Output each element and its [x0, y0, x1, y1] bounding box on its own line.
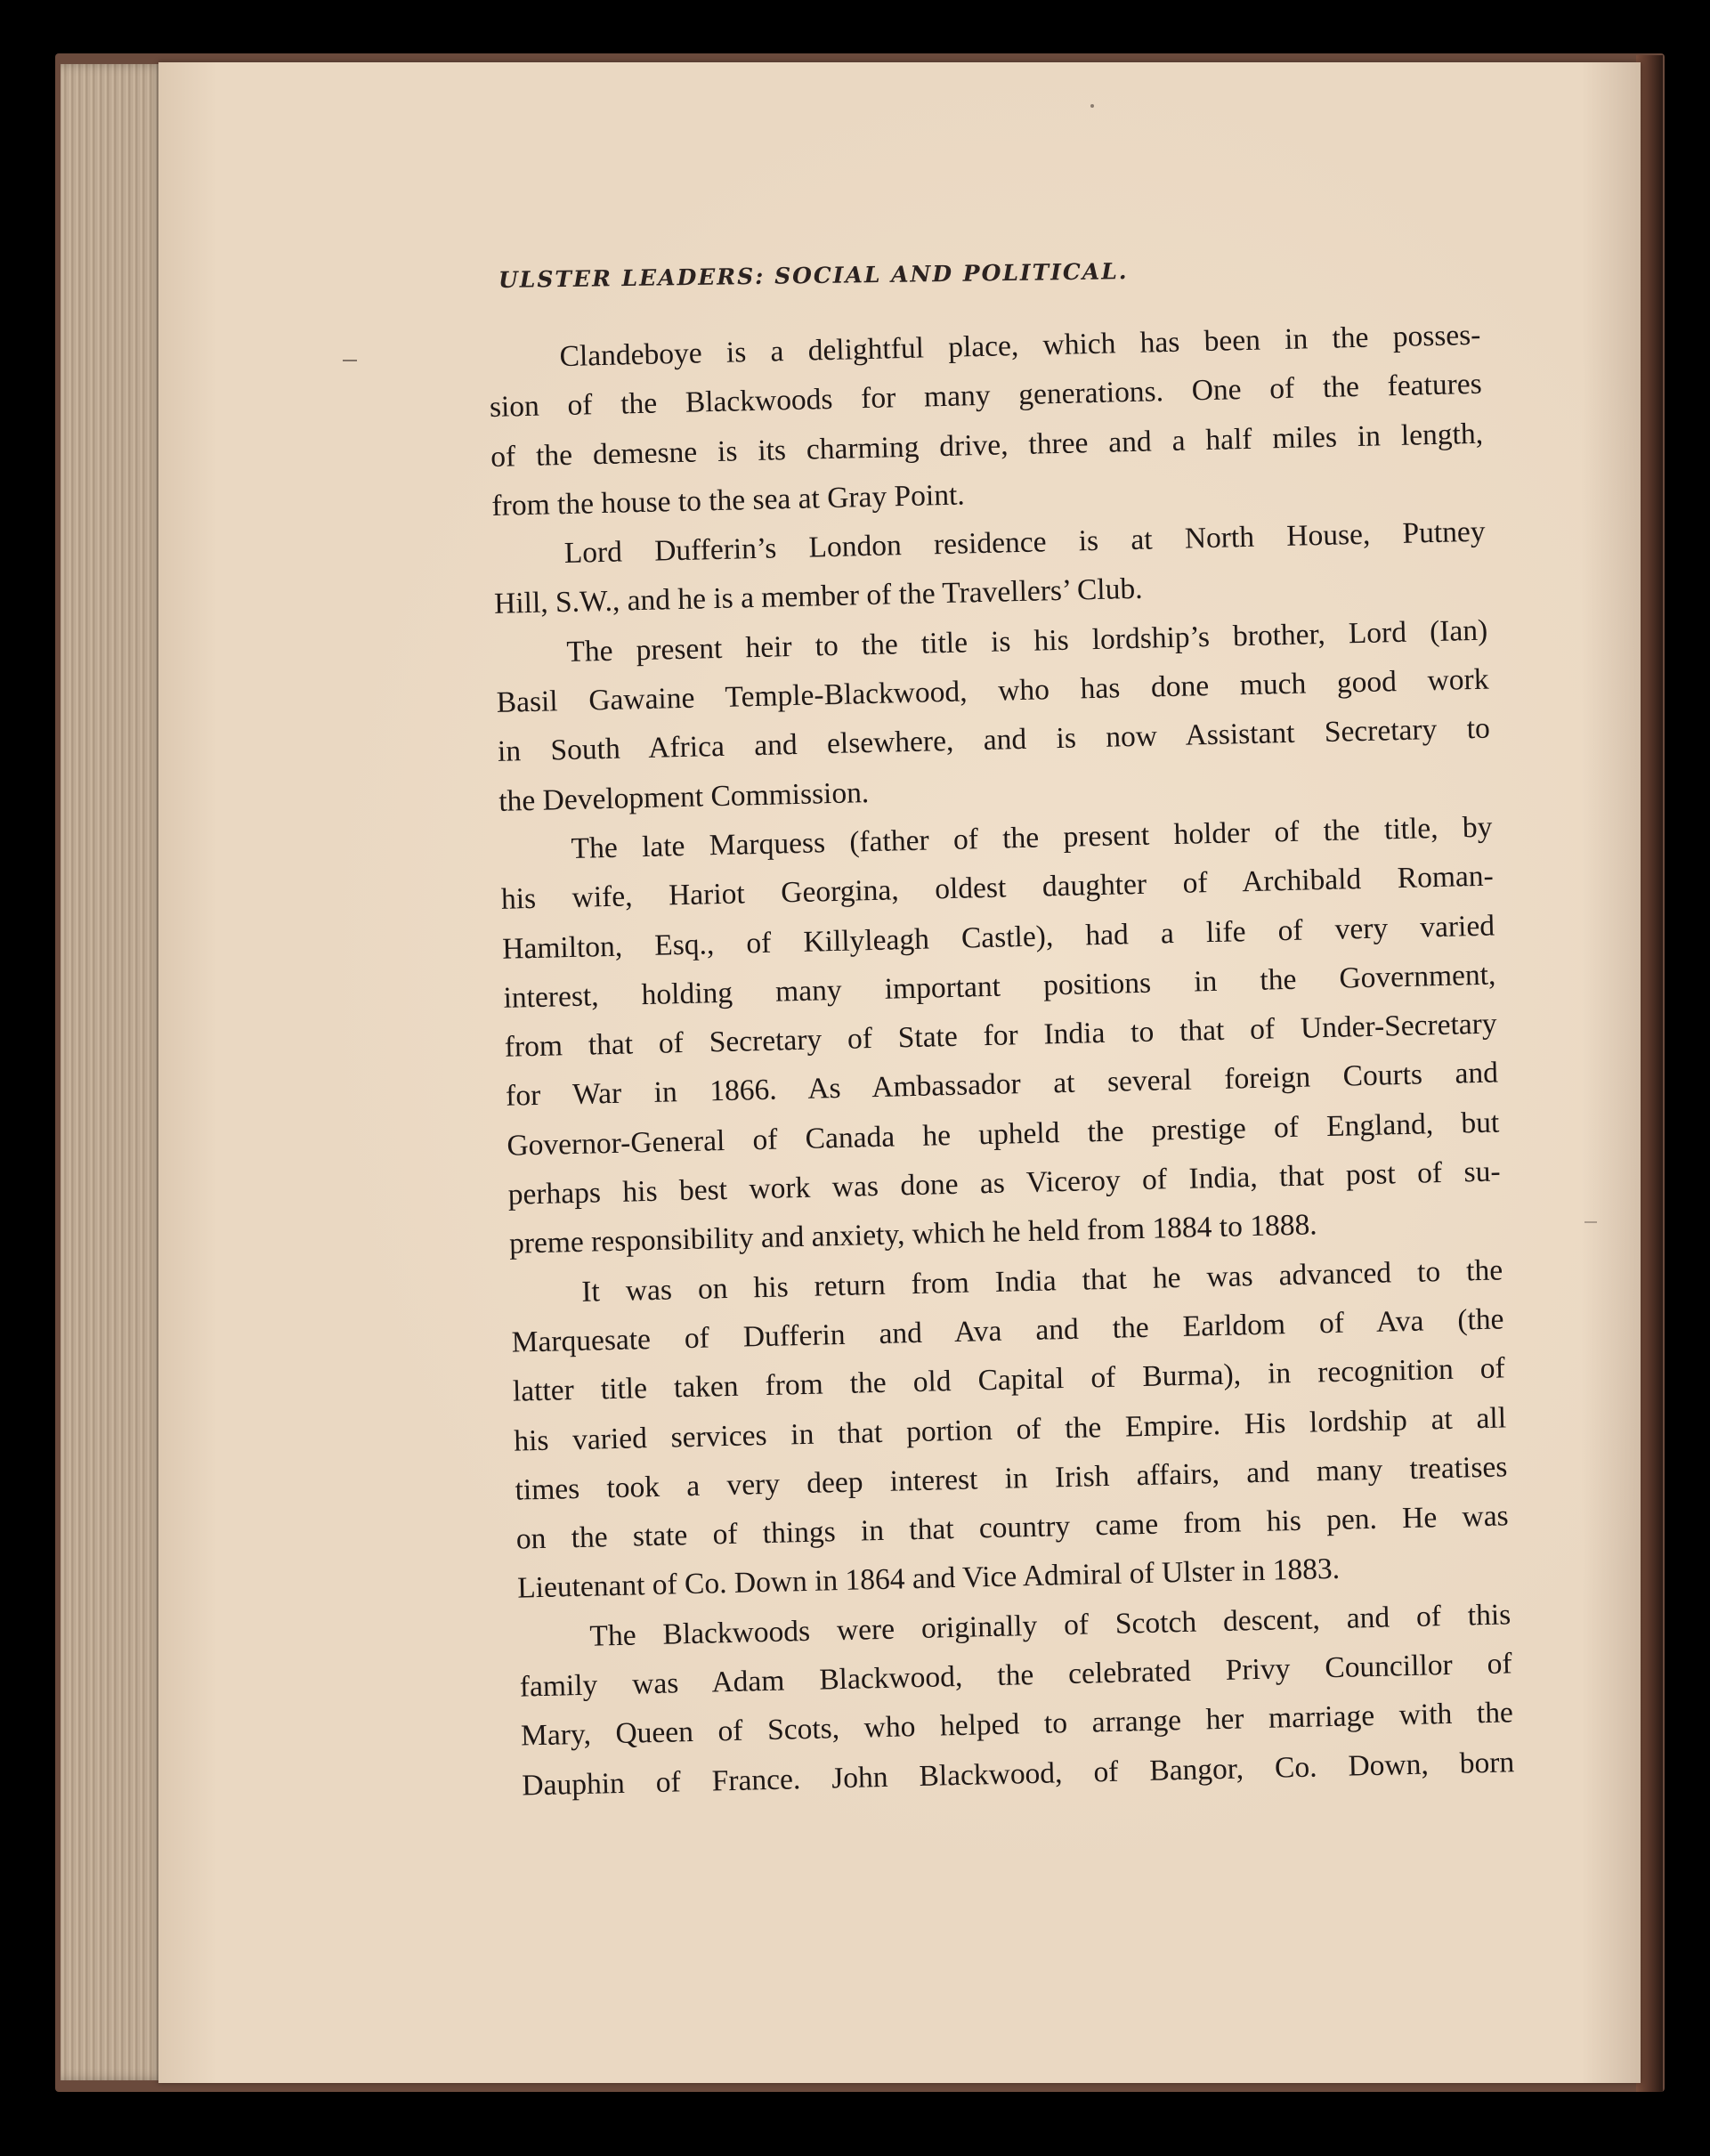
- text-line: Mary, Queen of Scots, who helped to arrange her marriage with the: [520, 1696, 1514, 1753]
- text-line: Dauphin of France. John Blackwood, of Bangor, Co. Down, born: [521, 1745, 1515, 1803]
- text-line: Basil Gawaine Temple-Blackwood, who has done much good work: [496, 662, 1489, 719]
- ink-speck: [1090, 104, 1094, 108]
- text-line: for War in 1866. As Ambassador at several foreign Courts and: [505, 1056, 1499, 1114]
- text-line: It was on his return from India that he was advanced to the: [580, 1253, 1503, 1309]
- text-line: Governor-General of Canada he upheld the prestige of England, but: [507, 1106, 1500, 1163]
- text-line: the Development Commission.: [498, 775, 870, 818]
- text-line: preme responsibility and anxiety, which he held from 1884 to 1888.: [508, 1208, 1318, 1261]
- text-line: Lieutenant of Co. Down in 1864 and Vice Admiral of Ulster in 1883.: [516, 1552, 1341, 1606]
- text-line: on the state of things in that country came from his pen. He was: [515, 1499, 1510, 1556]
- text-line: Hamilton, Esq., of Killyleagh Castle), had a life of very varied: [501, 909, 1495, 966]
- text-line: The late Marquess (father of the present holder of the title, by: [571, 810, 1493, 865]
- text-line: Lord Dufferin’s London residence is at North House, Putney: [563, 515, 1486, 571]
- text-line: family was Adam Blackwood, the celebrated Privy Councillor of: [519, 1647, 1512, 1704]
- text-line: Clandeboye is a delightful place, which has been in the posses-: [559, 318, 1481, 374]
- text-line: sion of the Blackwoods for many generations. One of the features: [489, 368, 1483, 425]
- page-stack-edge: [61, 64, 167, 2080]
- text-line: perhaps his best work was done as Viceroy of India, that post of su-: [507, 1155, 1501, 1212]
- text-line: his wife, Hariot Georgina, oldest daughter of Archibald Roman-: [500, 859, 1495, 917]
- text-line: Hill, S.W., and he is a member of the Travellers’ Club.: [493, 572, 1143, 621]
- text-line: The Blackwoods were originally of Scotch descent, and of this: [589, 1598, 1511, 1653]
- text-line: from that of Secretary of State for India to that of Under-Secretary: [504, 1007, 1498, 1064]
- text-line: The present heir to the title is his lordship’s brother, Lord (Ian): [566, 613, 1488, 669]
- text-line: interest, holding many important positions in the Government,: [503, 958, 1496, 1015]
- body-text: [488, 311, 1515, 1811]
- text-line: in South Africa and elsewhere, and is now Assistant Secretary to: [497, 711, 1491, 769]
- text-line: of the demesne is its charming drive, three and a half miles in length,: [490, 417, 1484, 474]
- margin-mark: [343, 360, 357, 361]
- text-line: from the house to the sea at Gray Point.: [491, 478, 966, 523]
- text-line: times took a very deep interest in Irish affairs, and many treatises: [515, 1450, 1508, 1507]
- text-line: latter title taken from the old Capital of Burma), in recognition of: [512, 1351, 1506, 1408]
- margin-mark: [1584, 1221, 1597, 1223]
- text-line: Marquesate of Dufferin and Ava and the Earldom of Ava (the: [511, 1302, 1504, 1359]
- text-line: his varied services in that portion of the Empire. His lordship at all: [513, 1400, 1507, 1458]
- running-head: ULSTER LEADERS: SOCIAL AND POLITICAL.: [498, 258, 1129, 293]
